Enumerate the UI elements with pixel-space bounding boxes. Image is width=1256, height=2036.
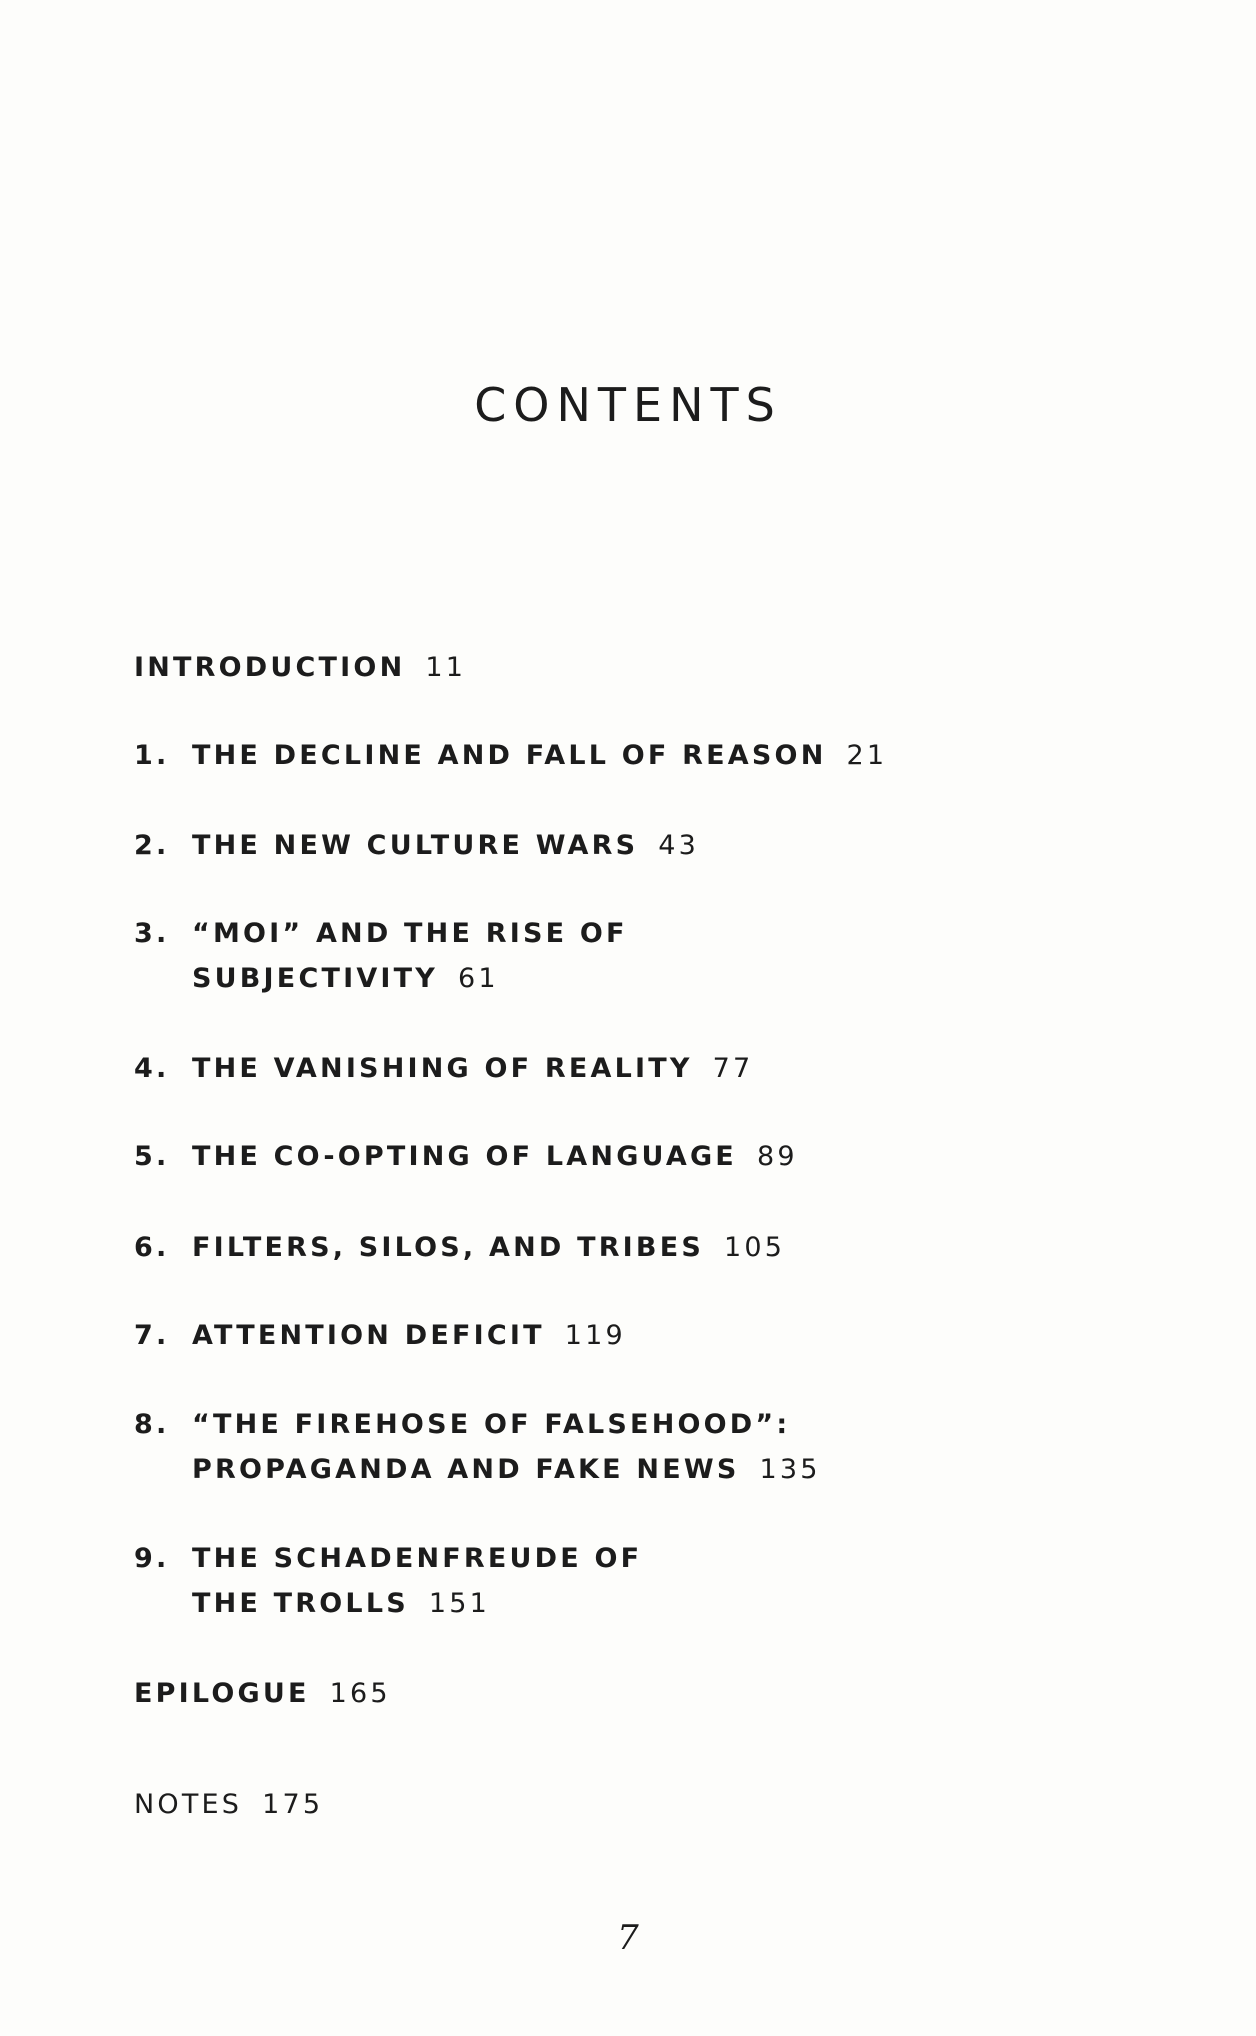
entry-number: 9. <box>134 1543 170 1574</box>
entry-title: FILTERS, SILOS, AND TRIBES <box>192 1232 704 1263</box>
entry-page: 151 <box>428 1588 491 1619</box>
entry-title-line2: PROPAGANDA AND FAKE NEWS <box>192 1454 740 1485</box>
entry-title: ATTENTION DEFICIT <box>192 1320 545 1351</box>
entry-title-line2: SUBJECTIVITY <box>192 963 439 994</box>
entry-page: 11 <box>425 652 467 683</box>
entry-page: 175 <box>262 1789 324 1820</box>
page-number: 7 <box>617 1918 639 1958</box>
entry-number: 1. <box>134 740 170 771</box>
entry-title: THE VANISHING OF REALITY <box>192 1053 693 1084</box>
entry-title-line1: “THE FIREHOSE OF FALSEHOOD”: <box>192 1409 791 1440</box>
entry-title: INTRODUCTION <box>134 652 406 683</box>
toc-entry-notes <box>134 1782 323 1827</box>
entry-title: THE CO-OPTING OF LANGUAGE <box>192 1141 737 1172</box>
entry-title-line1: THE SCHADENFREUDE OF <box>192 1543 643 1574</box>
toc-entry-introduction <box>134 645 466 690</box>
toc-entry-3 <box>134 911 628 1001</box>
entry-title: THE NEW CULTURE WARS <box>192 830 639 861</box>
entry-title: EPILOGUE <box>134 1678 310 1709</box>
toc-entry-5 <box>134 1134 798 1179</box>
page-title: CONTENTS <box>474 378 782 432</box>
entry-page: 61 <box>458 963 499 994</box>
entry-page: 21 <box>846 740 888 771</box>
entry-number: 4. <box>134 1053 170 1084</box>
entry-page: 165 <box>329 1678 391 1709</box>
entry-page: 43 <box>658 830 699 861</box>
entry-number: 3. <box>134 918 170 949</box>
entry-page: 135 <box>759 1454 821 1485</box>
entry-title-line2: THE TROLLS <box>192 1588 409 1619</box>
entry-title: NOTES <box>134 1789 243 1820</box>
entry-page: 105 <box>724 1232 786 1263</box>
entry-number: 5. <box>134 1141 170 1172</box>
entry-page: 119 <box>564 1320 626 1351</box>
toc-entry-7 <box>134 1313 626 1358</box>
entry-page: 77 <box>712 1053 754 1084</box>
entry-number: 6. <box>134 1232 170 1263</box>
entry-number: 2. <box>134 830 170 861</box>
entry-title-line1: “MOI” AND THE RISE OF <box>192 918 628 949</box>
toc-entry-6 <box>134 1225 785 1270</box>
toc-entry-4 <box>134 1046 753 1091</box>
entry-title: THE DECLINE AND FALL OF REASON <box>192 740 827 771</box>
toc-entry-2 <box>134 823 699 868</box>
entry-number: 8. <box>134 1409 170 1440</box>
entry-number: 7. <box>134 1320 170 1351</box>
toc-entry-1 <box>134 733 887 778</box>
toc-entry-epilogue <box>134 1671 391 1716</box>
toc-entry-8 <box>134 1402 821 1492</box>
toc-entry-9 <box>134 1536 642 1626</box>
entry-page: 89 <box>756 1141 798 1172</box>
